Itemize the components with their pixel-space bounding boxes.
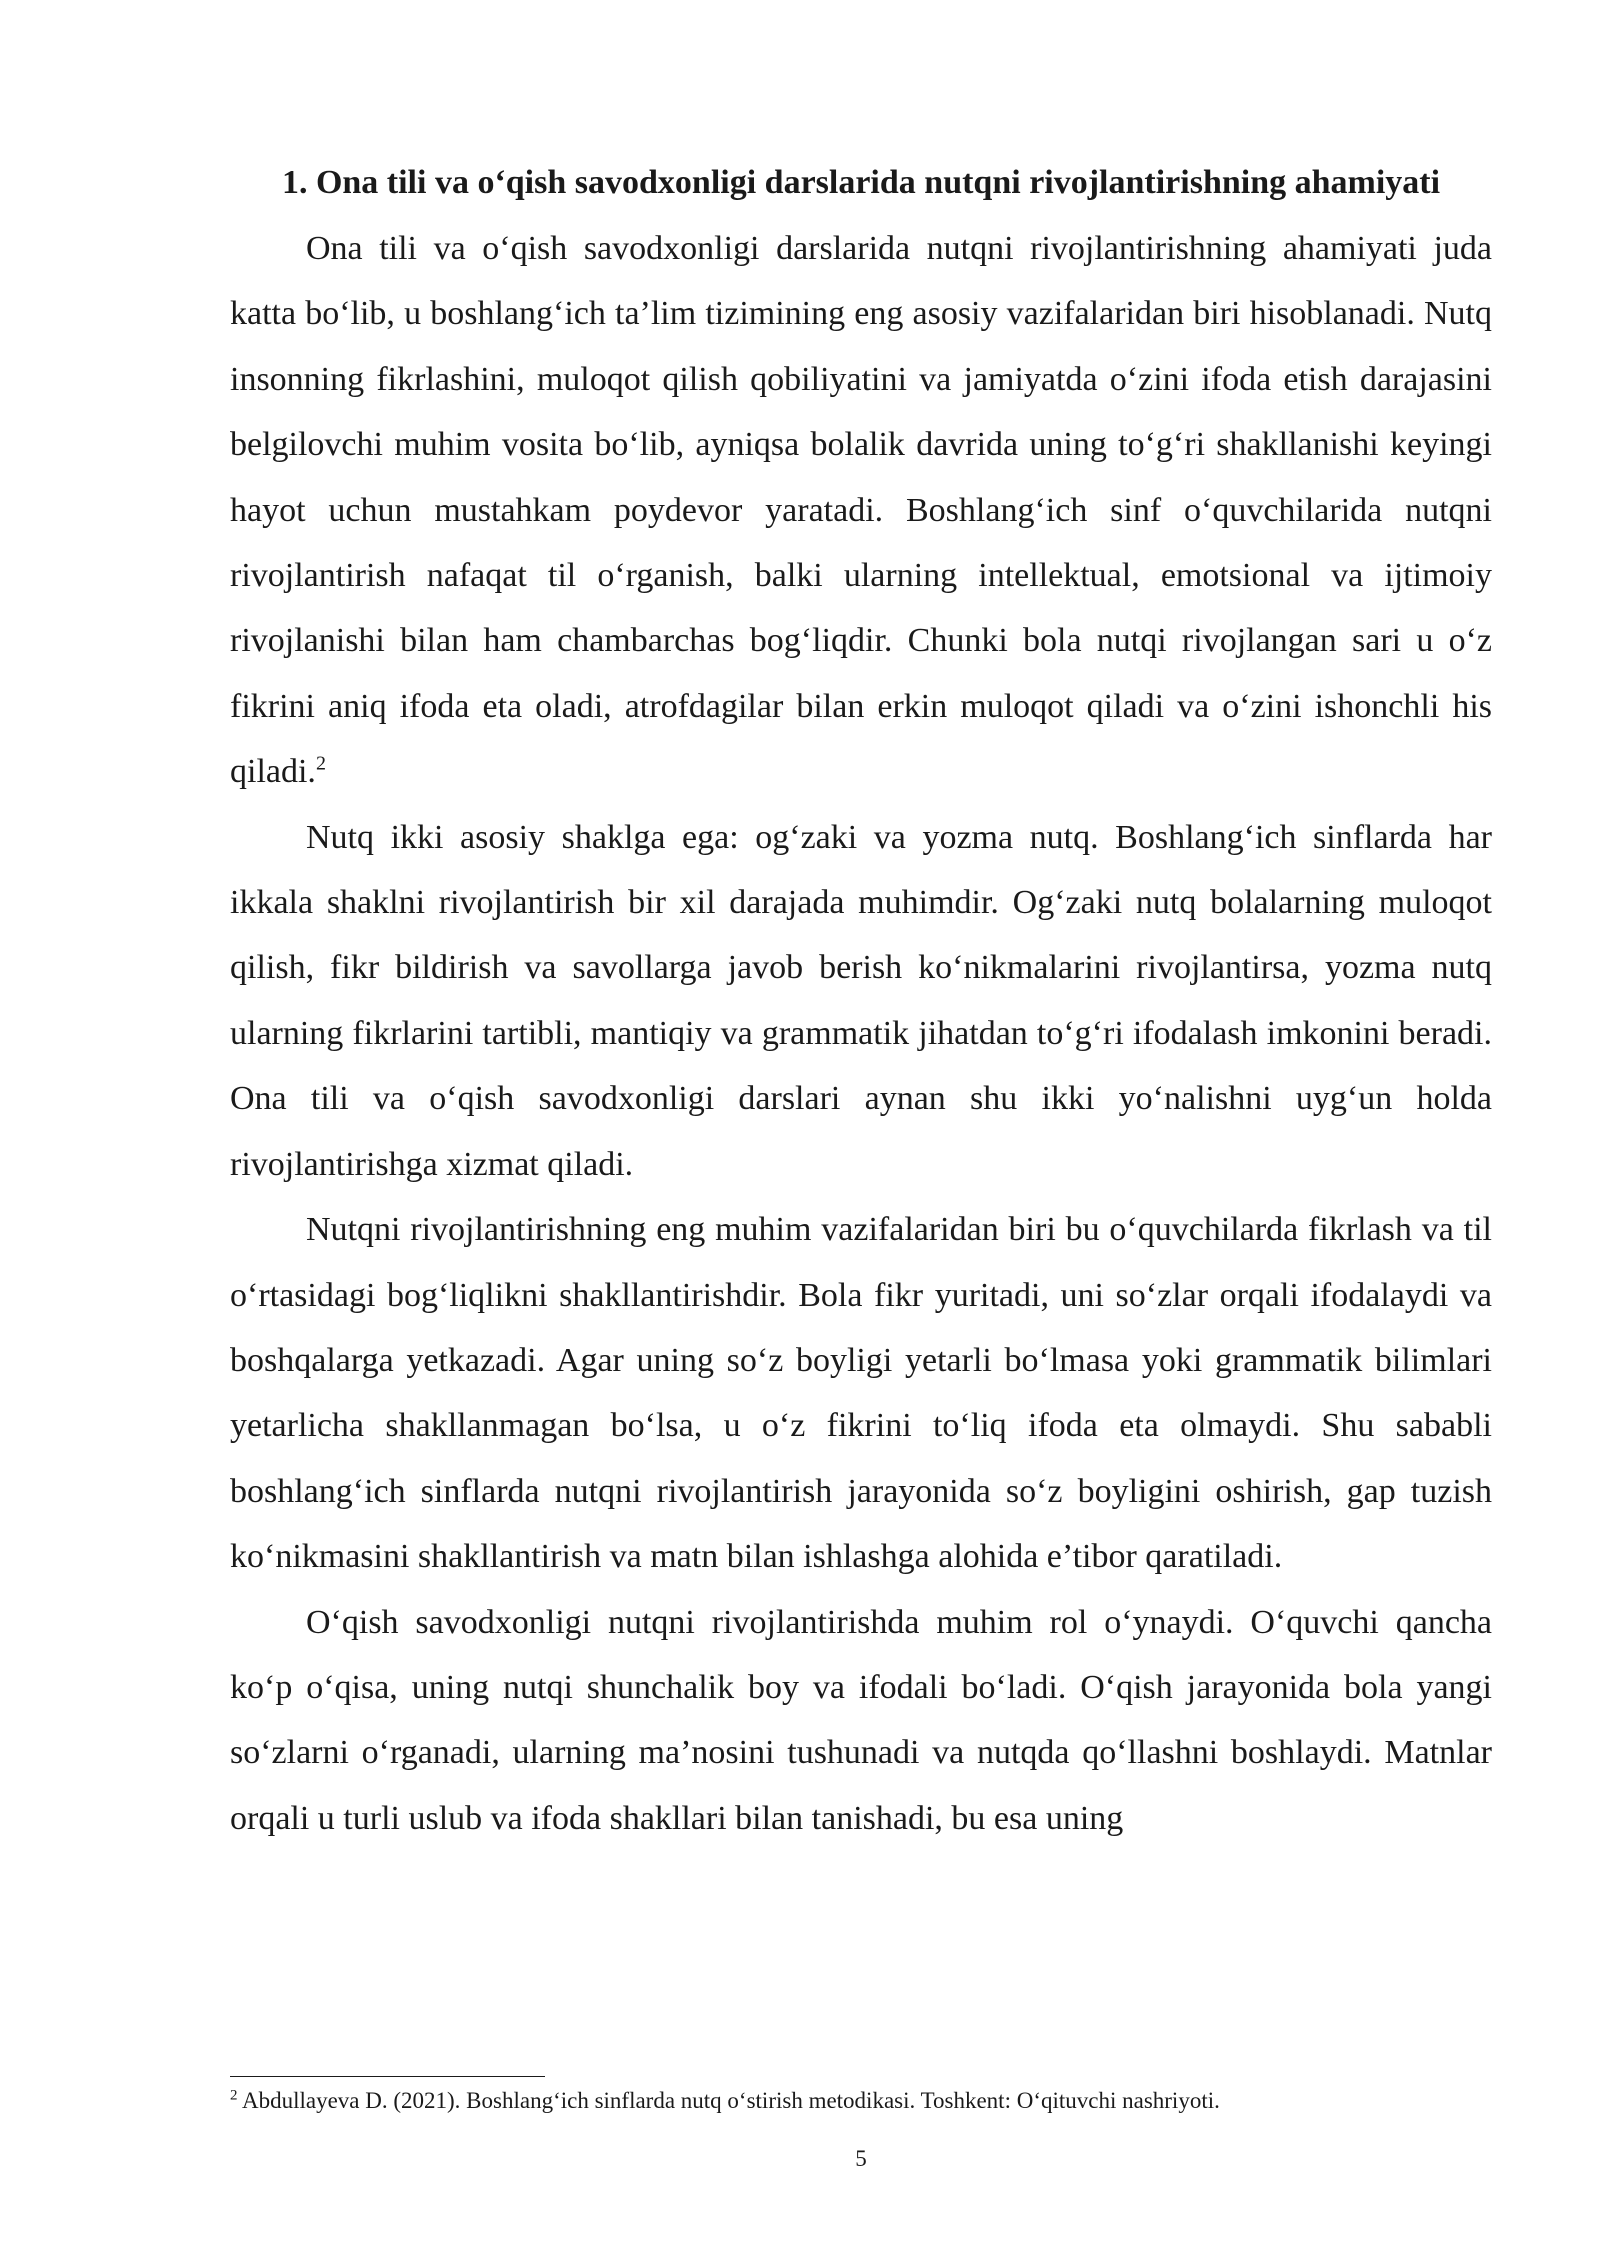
paragraph-1 [230,216,1492,805]
footnote [230,2086,1492,2116]
paragraph-1-text: Ona tili va o‘qish savodxonligi darslarida nutqni rivojlantirishning ahamiyati juda katta bo‘lib, u boshlang‘ich ta’lim tizimining eng asosiy vazifalaridan biri hisoblanadi. Nutq insonning fikrlashini, muloqot qilish qobiliyatini va jamiyatda o‘zini ifoda etish darajasini belgilovchi muhim vosita bo‘lib, ayniqsa bolalik davrida uning to‘g‘ri shakllanishi keyingi hayot uchun mustahkam poydevor yaratadi. Boshlang‘ich sinf o‘quvchilarida nutqni rivojlantirish nafaqat til o‘rganish, balki ularning intellektual, emotsional va ijtimoiy rivojlanishi bilan ham chambarchas bog‘liqdir. Chunki bola nutqi rivojlangan sari u o‘z fikrini aniq ifoda eta oladi, atrofdagilar bilan erkin muloqot qiladi va o‘zini ishonchli his qiladi. [230,230,1492,791]
section-title: 1. Ona tili va o‘qish savodxonligi darslarida nutqni rivojlantirishning ahamiyati [281,164,1441,201]
paragraph-4: O‘qish savodxonligi nutqni rivojlantirishda muhim rol o‘ynaydi. O‘quvchi qancha ko‘p o‘qisa, uning nutqi shunchalik boy va ifodali bo‘ladi. O‘qish jarayonida bola yangi so‘zlarni o‘rganadi, ularning ma’nosini tushunadi va nutqda qo‘llashni boshlaydi. Matnlar orqali u turli uslub va ifoda shakllari bilan tanishadi, bu esa uning [230,1603,1492,1837]
paragraph-2: Nutq ikki asosiy shaklga ega: og‘zaki va yozma nutq. Boshlang‘ich sinflarda har ikkala shaklni rivojlantirish bir xil darajada muhimdir. Og‘zaki nutq bolalarning muloqot qilish, fikr bildirish va savollarga javob berish ko‘nikmalarini rivojlantirsa, yozma nutq ularning fikrlarini tartibli, mantiqiy va grammatik jihatdan to‘g‘ri ifodalash imkonini beradi. Ona tili va o‘qish savodxonligi darslari aynan shu ikki yo‘nalishni uyg‘un holda rivojlantirishga xizmat qiladi. [230,818,1492,1183]
document-page [230,150,1492,1851]
footnote-mark: 2 [230,2087,238,2104]
page-number: 5 [855,2146,867,2171]
footnote-reference[interactable]: 2 [315,752,326,775]
footnote-text: Abdullayeva D. (2021). Boshlang‘ich sinflarda nutq o‘stirish metodikasi. Toshkent: O‘qituvchi nashriyoti. [237,2088,1220,2113]
footnote-divider [230,2076,545,2077]
paragraph-3: Nutqni rivojlantirishning eng muhim vazifalaridan biri bu o‘quvchilarda fikrlash va til o‘rtasidagi bog‘liqlikni shakllantirishdir. Bola fikr yuritadi, uni so‘zlar orqali ifodalaydi va boshqalarga yetkazadi. Agar uning so‘z boyligi yetarli bo‘lmasa yoki grammatik bilimlari yetarlicha shakllanmagan bo‘lsa, u o‘z fikrini to‘liq ifoda eta olmaydi. Shu sababli boshlang‘ich sinflarda nutqni rivojlantirish jarayonida so‘z boyligini oshirish, gap tuzish ko‘nikmasini shakllantirish va matn bilan ishlashga alohida e’tibor qaratiladi. [230,1211,1492,1576]
